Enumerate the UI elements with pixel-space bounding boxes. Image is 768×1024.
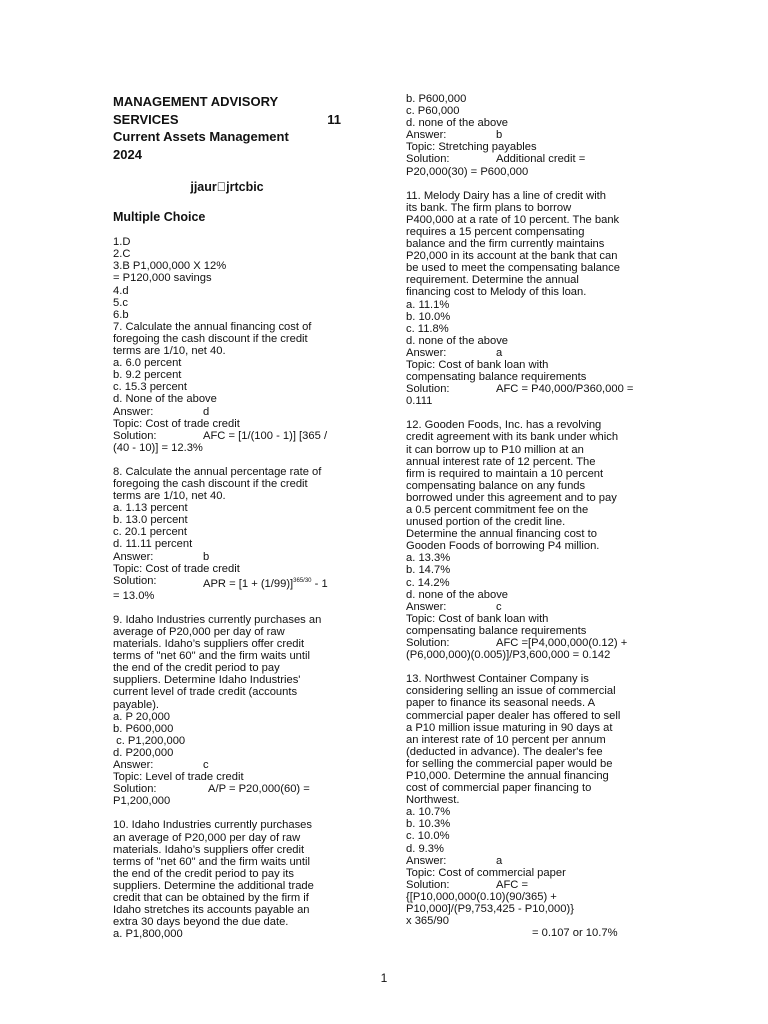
question-13 xyxy=(406,673,664,939)
question-stem: P20,000 in its account at the bank that can xyxy=(406,250,618,263)
question-stem: terms of "net 60" and the firm waits until xyxy=(113,855,310,868)
question-stem: an average of P20,000 per day of raw xyxy=(113,831,301,844)
question-stem: requirement. Determine the annual xyxy=(406,274,579,287)
question-8 xyxy=(113,466,363,602)
topic-line: Topic: Stretching payables xyxy=(406,141,537,154)
question-stem: P400,000 at a rate of 10 percent. The bank xyxy=(406,213,620,226)
option: d. P200,000 xyxy=(113,746,174,759)
option: d. None of the above xyxy=(113,393,217,406)
question-stem: suppliers. Determine the additional trade xyxy=(113,879,314,892)
question-stem: borrowed under this agreement and to pay xyxy=(406,491,617,504)
solution-result: = 0.107 or 10.7% xyxy=(532,927,618,940)
question-9 xyxy=(113,614,363,808)
option: b. 9.2 percent xyxy=(113,369,182,382)
answer-value: c xyxy=(496,600,502,613)
answer-line: Answer: d xyxy=(113,405,210,418)
solution-line: Solution: A/P = P20,000(60) = xyxy=(113,783,310,796)
question-stem: 7. Calculate the annual financing cost of xyxy=(113,320,312,333)
question-stem: terms are 1/10, net 40. xyxy=(113,490,226,503)
question-12 xyxy=(406,419,664,661)
question-stem: paper to finance its seasonal needs. A xyxy=(406,697,596,710)
question-stem: cost of commercial paper financing to xyxy=(406,782,592,795)
right-column xyxy=(406,93,664,939)
question-stem: Idaho stretches its accounts payable an xyxy=(113,904,310,917)
answer-key-item: 2.C xyxy=(113,248,131,261)
option: a. 11.1% xyxy=(406,298,450,311)
answer-line: Answer: c xyxy=(406,600,502,613)
question-stem: annual interest rate of 12 percent. The xyxy=(406,455,596,468)
question-stem: extra 30 days beyond the due date. xyxy=(113,916,289,929)
question-stem: foregoing the cash discount if the credit xyxy=(113,332,308,345)
topic-line: Topic: Cost of trade credit xyxy=(113,417,240,430)
question-stem: financing cost to Melody of this loan. xyxy=(406,286,587,299)
question-stem: balance and the firm currently maintains xyxy=(406,238,605,251)
answer-key-item: 4.d xyxy=(113,284,129,297)
solution-continuation: (P6,000,000)(0.005)]/P3,600,000 = 0.142 xyxy=(406,649,611,662)
topic-line: Topic: Cost of trade credit xyxy=(113,562,240,575)
question-stem: compensating balance on any funds xyxy=(406,479,586,492)
question-stem: considering selling an issue of commercial xyxy=(406,685,616,698)
answer-key-item: 3.B P1,000,000 X 12% xyxy=(113,260,227,273)
question-7 xyxy=(113,321,363,454)
question-stem: firm is required to maintain a 10 percent xyxy=(406,467,604,480)
question-stem: be used to meet the compensating balance xyxy=(406,262,620,275)
option: d. 9.3% xyxy=(406,842,444,855)
question-stem: 8. Calculate the annual percentage rate of xyxy=(113,465,322,478)
question-stem: 9. Idaho Industries currently purchases an xyxy=(113,613,322,626)
answer-line: Answer: b xyxy=(113,550,210,563)
chapter-number: 11 xyxy=(327,111,341,127)
option: a. 10.7% xyxy=(406,806,451,819)
question-stem: terms of "net 60" and the firm waits until xyxy=(113,650,310,663)
question-stem: the end of the credit period to pay xyxy=(113,662,280,675)
option: b. 13.0 percent xyxy=(113,514,188,527)
author-name: jjaur jrtcbic xyxy=(190,180,264,194)
answer-line: Answer: b xyxy=(406,129,503,142)
question-stem: Gooden Foods of borrowing P4 million. xyxy=(406,540,600,553)
answer-key-item: 6.b xyxy=(113,308,129,321)
question-stem: average of P20,000 per day of raw xyxy=(113,626,285,638)
question-stem: (deducted in advance). The dealer's fee xyxy=(406,745,603,758)
question-stem: P10,000. Determine the annual financing xyxy=(406,769,609,782)
option: c. 15.3 percent xyxy=(113,381,188,394)
answer-line: Answer: a xyxy=(406,854,503,867)
answer-line: Answer: a xyxy=(406,346,503,359)
solution-line: Solution: AFC = P40,000/P360,000 = xyxy=(406,383,634,396)
solution-line: Solution: APR = $[1 + (1/99)]^{365/30} - 1$ xyxy=(113,574,328,590)
question-stem: Determine the annual financing cost to xyxy=(406,528,597,541)
topic-line: Topic: Cost of bank loan with xyxy=(406,358,549,371)
solution-continuation: P20,000(30) = P600,000 xyxy=(406,165,529,178)
option: b. P600,000 xyxy=(406,93,467,105)
option: b. 10.0% xyxy=(406,310,451,323)
question-stem: materials. Idaho’s suppliers offer credit xyxy=(113,638,305,651)
question-stem: credit agreement with its bank under which xyxy=(406,431,619,444)
question-stem: requires a 15 percent compensating xyxy=(406,225,585,238)
question-stem: it can borrow up to P10 million at an xyxy=(406,443,584,456)
option: d. none of the above xyxy=(406,588,509,601)
option: b. 14.7% xyxy=(406,564,451,577)
topic-line: Topic: Cost of commercial paper xyxy=(406,866,566,879)
solution-line: Solution: AFC = [1/(100 - 1)] [365 / xyxy=(113,429,328,442)
topic-continuation: compensating balance requirements xyxy=(406,371,587,384)
question-stem: 11. Melody Dairy has a line of credit with xyxy=(406,189,607,202)
answer-key-item: 5.c xyxy=(113,296,128,309)
answer-key-item: 1.D xyxy=(113,236,131,249)
option: c. P1,200,000 xyxy=(113,734,186,747)
option: a. P1,800,000 xyxy=(113,928,183,941)
option: c. 11.8% xyxy=(406,322,449,335)
answer-key xyxy=(113,236,363,321)
option: a. 6.0 percent xyxy=(113,357,182,370)
question-stem: 13. Northwest Container Company is xyxy=(406,673,589,686)
year: 2024 xyxy=(113,146,142,162)
option: d. none of the above xyxy=(406,334,509,347)
solution-line: Solution: AFC = xyxy=(406,878,529,891)
topic-continuation: compensating balance requirements xyxy=(406,624,587,637)
answer-key-item: = P120,000 savings xyxy=(113,272,212,285)
option: c. 10.0% xyxy=(406,830,450,843)
option: a. P 20,000 xyxy=(113,710,171,723)
solution-continuation: P10,000]/(P9,753,425 - P10,000)} xyxy=(406,903,574,915)
question-stem: commercial paper dealer has offered to sell xyxy=(406,709,621,722)
question-stem: its bank. The firm plans to borrow xyxy=(406,201,572,214)
solution-line: Solution: AFC =[P4,000,000(0.12) + xyxy=(406,637,628,650)
question-stem: a P10 million issue maturing in 90 days at xyxy=(406,721,613,734)
question-stem: terms are 1/10, net 40. xyxy=(113,345,226,358)
option: d. none of the above xyxy=(406,117,509,130)
topic-line: Topic: Level of trade credit xyxy=(113,771,244,784)
option: b. P600,000 xyxy=(113,722,174,735)
question-10 xyxy=(113,819,363,940)
answer-value: b xyxy=(496,129,503,142)
answer-value: b xyxy=(203,550,210,563)
question-stem: a 0.5 percent commitment fee on the xyxy=(406,504,589,516)
question-stem: 12. Gooden Foods, Inc. has a revolving xyxy=(406,419,602,432)
option: c. 20.1 percent xyxy=(113,526,188,539)
answer-value: d xyxy=(203,405,210,418)
question-stem: current level of trade credit (accounts xyxy=(113,686,298,699)
option: c. 14.2% xyxy=(406,576,450,589)
option: c. P60,000 xyxy=(406,105,460,118)
question-stem: payable). xyxy=(113,698,160,711)
exponent: 365/30 xyxy=(293,577,312,584)
question-stem: credit that can be obtained by the firm if xyxy=(113,891,309,904)
question-stem: materials. Idaho’s suppliers offer credit xyxy=(113,843,305,856)
question-stem: foregoing the cash discount if the credit xyxy=(113,477,308,490)
question-stem: 10. Idaho Industries currently purchases xyxy=(113,819,312,832)
solution-continuation: P1,200,000 xyxy=(113,795,171,808)
page-number: 1 xyxy=(380,971,388,985)
solution-continuation: x 365/90 xyxy=(406,915,449,928)
section-heading: Multiple Choice xyxy=(113,210,206,225)
solution-continuation: = 13.0% xyxy=(113,589,155,602)
option: b. 10.3% xyxy=(406,818,451,831)
question-stem: Northwest. xyxy=(406,794,460,807)
question-11 xyxy=(406,190,664,408)
document-title: MANAGEMENT ADVISORY SERVICES 11 Current Assets Management 2024 xyxy=(113,93,363,163)
question-stem: for selling the commercial paper would be xyxy=(406,757,613,770)
answer-value: a xyxy=(496,346,503,359)
solution-continuation: 0.111 xyxy=(406,395,433,408)
answer-value: a xyxy=(496,854,503,867)
question-stem: unused portion of the credit line. xyxy=(406,516,566,529)
question-10-continued xyxy=(406,93,664,178)
option: a. 13.3% xyxy=(406,552,451,565)
topic-line: Topic: Cost of bank loan with xyxy=(406,612,549,625)
question-stem: the end of the credit period to pay its xyxy=(113,867,294,880)
question-stem: suppliers. Determine Idaho Industries' xyxy=(113,674,301,687)
solution-line: Solution: Additional credit = xyxy=(406,153,586,166)
left-column xyxy=(113,93,363,940)
solution-continuation: (40 - 10)] = 12.3% xyxy=(113,441,203,454)
question-stem: an interest rate of 10 percent per annum xyxy=(406,733,606,746)
option: d. 11.11 percent xyxy=(113,538,193,551)
answer-value: c xyxy=(203,759,209,772)
solution-continuation: {[P10,000,000(0.10)(90/365) + xyxy=(406,890,557,903)
answer-line: Answer: c xyxy=(113,759,209,772)
option: a. 1.13 percent xyxy=(113,502,188,515)
